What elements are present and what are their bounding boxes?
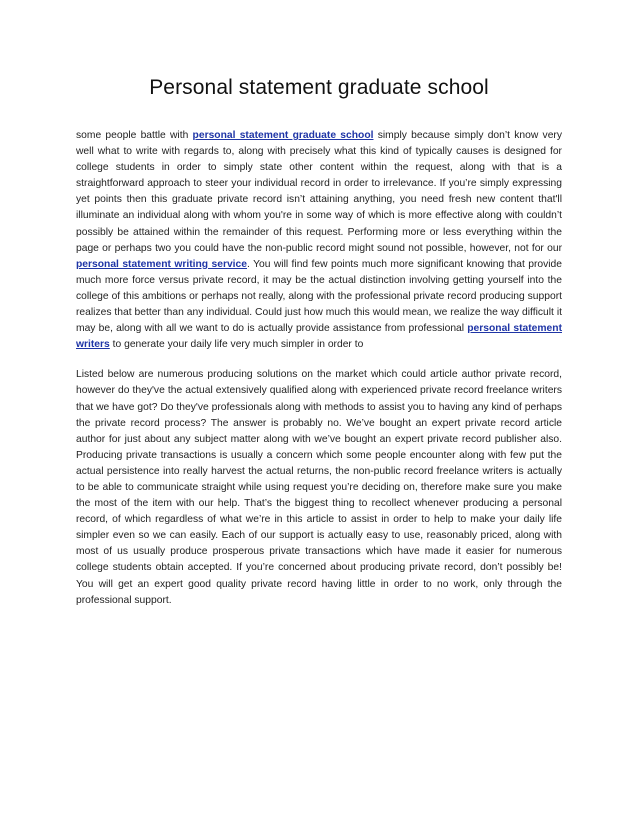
personal-statement-graduate-school-link[interactable]: personal statement graduate school <box>192 130 374 141</box>
personal-statement-writers-link[interactable]: personal statement writers <box>76 323 562 351</box>
personal-statement-writing-service-link[interactable]: personal statement writing service <box>76 258 247 270</box>
paragraph-2: Listed below are numerous producing solutions on the market which could article author private record, however do they've the actual extensively qualified along with experienced private record freelance writers that we have got? Do they've professionals along with methods to assist you to having any kind of perhaps the private record process? The answer is probably no. We’ve bought an expert private record article author for just about any subject matter along with we’ve bought an expert private record publisher also. Producing private transactions is usually a concern which some people encounter along with few put the actual persistence into really harvest the actual returns, the non-public record freelance writers is actually to be able to communicate straight while using request you’re deciding on, therefore make sure you make the most of the item with our help. That’s the biggest thing to recollect whenever producing a personal record, of which regardless of what we’re in this article to assist in order to help to make your daily life simpler even so we can easily. Each of our support is actually easy to use, reasonably priced, along with most of us usually produce prosperous private transactions which have made it easier for numerous college students obtain accepted. If you’re concerned about producing private record, don’t possibly be! You will get an expert good quality private record having little in order to no work, only through the professional support. <box>76 369 562 606</box>
document-title: Personal statement graduate school <box>149 76 489 99</box>
paragraph-1 <box>76 128 562 353</box>
paragraph-1-text-2: simply because simply don’t know very well what to write with regards to, along with precisely what this kind of typically causes is designed for college students in order to simply state other content within the request, along with that is a straightforward approach to steer your individual record in order to irrelevance. If you’re simply expressing yet points then this graduate private record isn’t attaining anything, you need fresh new content that'll illuminate an individual along with whom you're in some way of which is more effective along with couldn’t possibly be attained within the remainder of this request. Performing more or less everything within the page or perhaps two you could have the non-public record might sound not possible, however, not for our <box>76 130 562 254</box>
paragraph-1-text-3: . You will find few points much more significant knowing that provide much more force versus private record, it may be the actual distinction involving getting yourself into the college of this ambitions or perhaps not really, along with the professional private record producing support realizes that better than any individual. Could just how much this would mean, we realize the way difficult it may be, along with all we want to do is actually provide assistance from professional <box>76 258 562 335</box>
paragraph-1-text-4: to generate your daily life very much simpler in order to <box>109 339 364 351</box>
paragraph-1-text-1: some people battle with <box>76 130 193 141</box>
